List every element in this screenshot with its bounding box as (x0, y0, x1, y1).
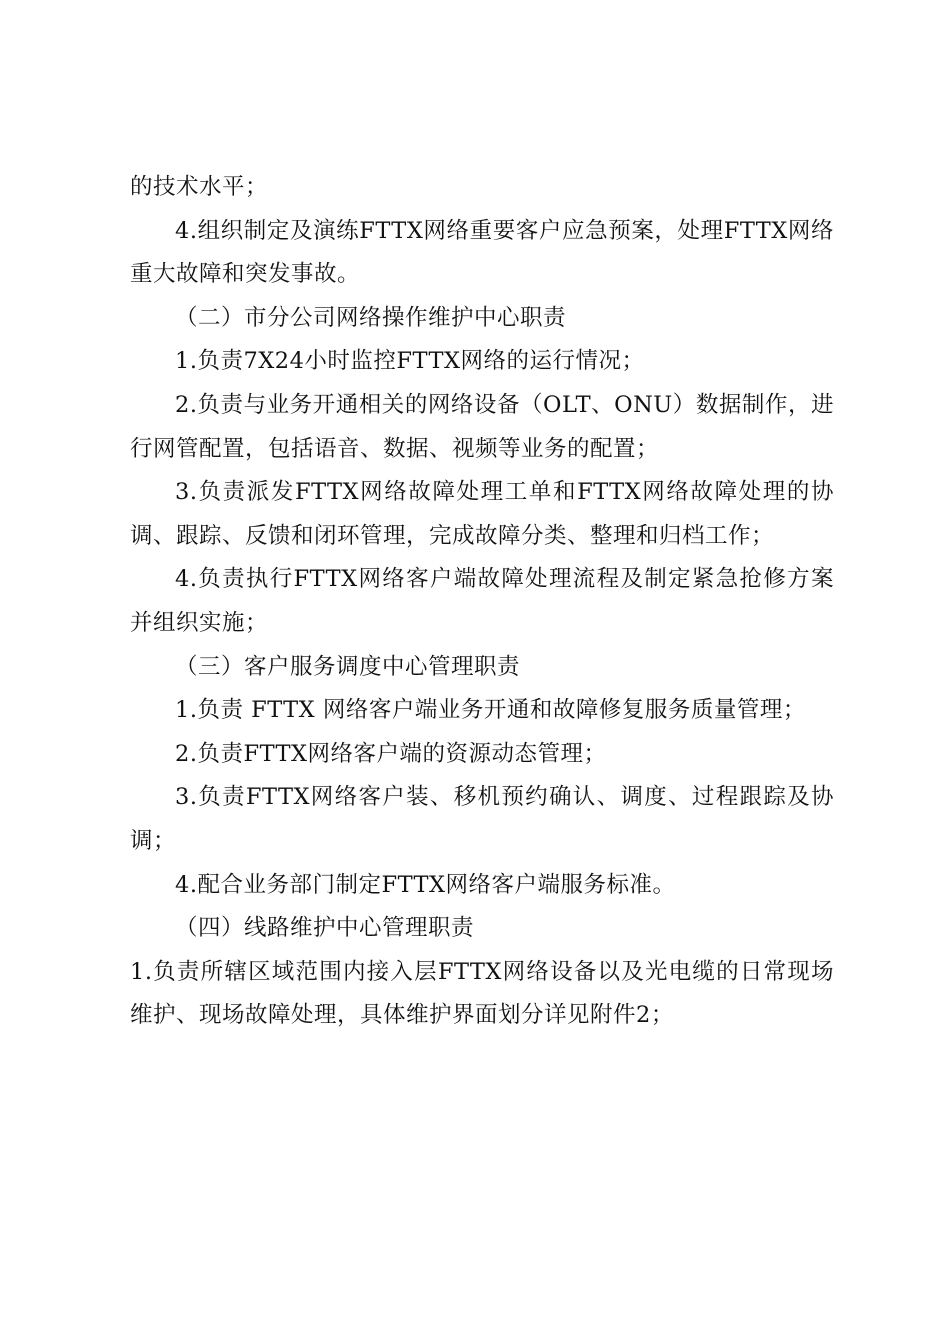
paragraph-item-1-monitoring: 1.负责7X24小时监控FTTX网络的运行情况； (175, 348, 645, 375)
paragraph-item-1-line-maintenance: 1.负责所辖区域范围内接入层FTTX网络设备以及光电缆的日常现场维护、现场故障处理，具体维护界面划分详见附件2； (130, 958, 834, 1029)
paragraph-item-4-service-standard: 4.配合业务部门制定FTTX网络客户端服务标准。 (175, 871, 676, 898)
paragraph-item-1-service-quality: 1.负责 FTTX 网络客户端业务开通和故障修复服务质量管理； (175, 697, 806, 724)
paragraph-item-3-fault-dispatch: 3.负责派发FTTX网络故障处理工单和FTTX网络故障处理的协调、跟踪、反馈和闭环管理，完成故障分类、整理和归档工作； (130, 479, 834, 549)
paragraph-continuation: 的技术水平； (130, 174, 269, 200)
paragraph-item-2-data-config: 2.负责与业务开通相关的网络设备（OLT、ONU）数据制作，进行网管配置，包括语音、数据、视频等业务的配置； (130, 391, 834, 462)
paragraph-item-4-emergency-plan: 4.组织制定及演练FTTX网络重要客户应急预案，处理FTTX网络重大故障和突发事故。 (130, 217, 834, 288)
section-heading-2: （二）市分公司网络操作维护中心职责 (175, 304, 567, 331)
document-body (130, 166, 834, 1038)
section-heading-3: （三）客户服务调度中心管理职责 (175, 653, 521, 680)
paragraph-item-3-installation-scheduling: 3.负责FTTX网络客户装、移机预约确认、调度、过程跟踪及协调； (130, 784, 834, 854)
paragraph-item-2-resource-management: 2.负责FTTX网络客户端的资源动态管理； (175, 740, 607, 767)
section-heading-4: （四）线路维护中心管理职责 (175, 915, 475, 942)
paragraph-item-4-repair-plan: 4.负责执行FTTX网络客户端故障处理流程及制定紧急抢修方案并组织实施； (130, 566, 834, 636)
